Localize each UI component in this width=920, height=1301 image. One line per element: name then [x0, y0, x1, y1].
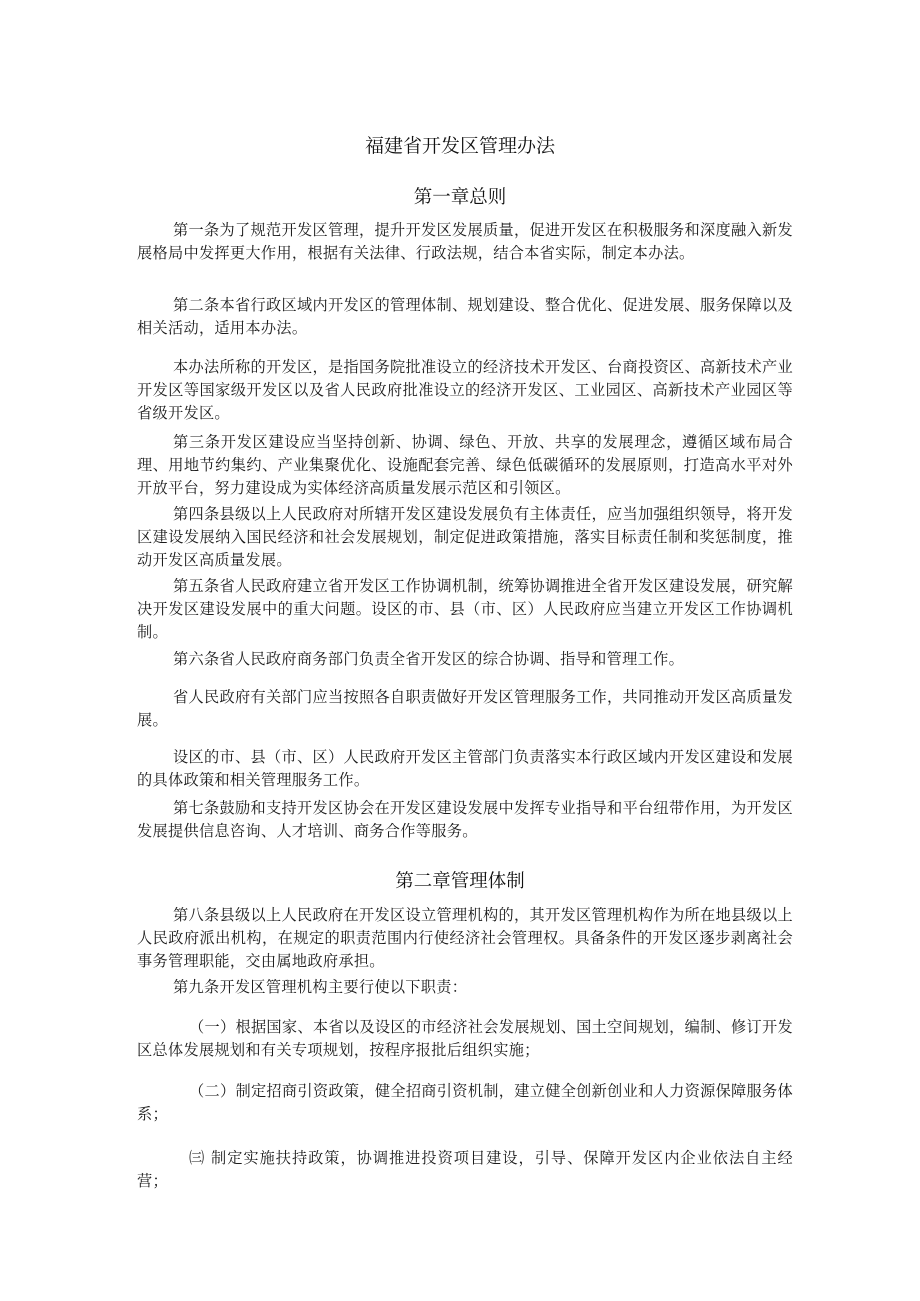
- chapter-1-heading: 第一章总则: [413, 187, 507, 208]
- paragraph: 第九条开发区管理机构主要行使以下职责：: [173, 978, 468, 996]
- paragraph: 第一条为了规范开发区管理，提升开发区发展质量，促进开发区在积极服务和深度融入新发展格局中发挥更大作用，根据有关法律、行政法规，结合本省实际，制定本办法。: [137, 221, 793, 263]
- document-title: 福建省开发区管理办法: [364, 135, 555, 157]
- paragraph: 第四条县级以上人民政府对所辖开发区建设发展负有主体责任，应当加强组织领导，将开发区建设发展纳入国民经济和社会发展规划，制定促进政策措施，落实目标责任制和奖惩制度，推动开发区高质量发展。: [137, 505, 793, 570]
- list-item: （一）根据国家、本省以及设区的市经济社会发展规划、国土空间规划，编制、修订开发区总体发展规划和有关专项规划，按程序报批后组织实施；: [137, 1018, 794, 1060]
- paragraph: 第五条省人民政府建立省开发区工作协调机制，统筹协调推进全省开发区建设发展，研究解决开发区建设发展中的重大问题。设区的市、县（市、区）人民政府应当建立开发区工作协调机制。: [137, 577, 793, 642]
- paragraph: 第三条开发区建设应当坚持创新、协调、绿色、开放、共享的发展理念，遵循区域布局合理、用地节约集约、产业集聚优化、设施配套完善、绿色低碳循环的发展原则，打造高水平对外开放平台，努力建设成为实体经济高质量发展示范区和引领区。: [137, 433, 793, 498]
- list-item: （二）制定招商引资政策，健全招商引资机制，建立健全创新创业和人力资源保障服务体系；: [137, 1082, 794, 1124]
- paragraph: 第七条鼓励和支持开发区协会在开发区建设发展中发挥专业指导和平台纽带作用，为开发区发展提供信息咨询、人才培训、商务合作等服务。: [137, 799, 793, 841]
- list-item: ㈢ 制定实施扶持政策，协调推进投资项目建设，引导、保障开发区内企业依法自主经营；: [137, 1149, 793, 1191]
- paragraph: 第六条省人民政府商务部门负责全省开发区的综合协调、指导和管理工作。: [173, 650, 685, 668]
- paragraph: 设区的市、县（市、区）人民政府开发区主管部门负责落实本行政区域内开发区建设和发展的具体政策和相关管理服务工作。: [137, 748, 793, 790]
- paragraph: 省人民政府有关部门应当按照各自职责做好开发区管理服务工作，共同推动开发区高质量发展。: [137, 688, 793, 730]
- paragraph: 第二条本省行政区域内开发区的管理体制、规划建设、整合优化、促进发展、服务保障以及相关活动，适用本办法。: [137, 296, 793, 338]
- paragraph: 本办法所称的开发区，是指国务院批准设立的经济技术开发区、台商投资区、高新技术产业开发区等国家级开发区以及省人民政府批准设立的经济开发区、工业园区、高新技术产业园区等省级开发区。: [137, 358, 793, 423]
- paragraph: 第八条县级以上人民政府在开发区设立管理机构的，其开发区管理机构作为所在地县级以上人民政府派出机构，在规定的职责范围内行使经济社会管理权。具备条件的开发区逐步剥离社会事务管理职能，交由属地政府承担。: [137, 906, 793, 971]
- chapter-2-heading: 第二章管理体制: [395, 871, 525, 892]
